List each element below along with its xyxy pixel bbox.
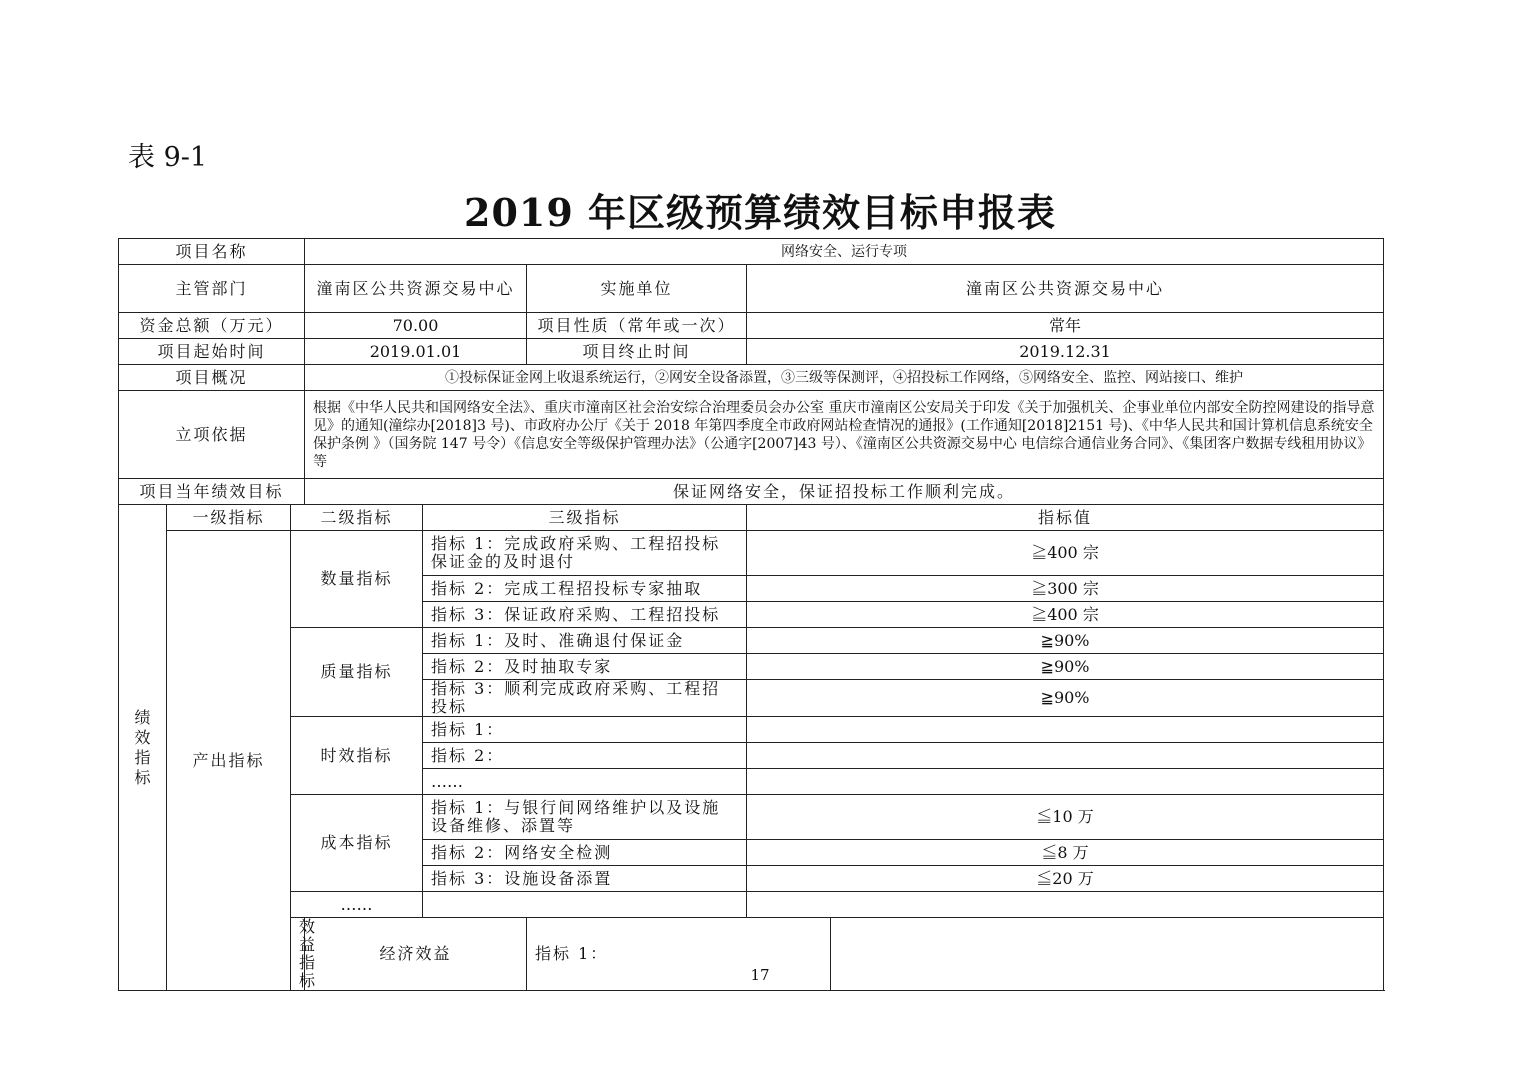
quality-indicator-1: 指标 1：及时、准确退付保证金 [423, 628, 747, 654]
quality-value-3: ≧90% [747, 680, 1384, 717]
fund-total-label: 资金总额（万元） [119, 313, 305, 339]
cost-indicator-3: 指标 3：设施设备添置 [423, 866, 747, 892]
project-nature-label: 项目性质（常年或一次） [527, 313, 747, 339]
more-indicators: …… [291, 892, 423, 918]
cost-indicator-label: 成本指标 [291, 795, 423, 892]
page-number: 17 [750, 966, 770, 984]
cost-value-2: ≦8 万 [747, 840, 1384, 866]
row-goal [119, 479, 1384, 505]
timeliness-value-2 [747, 743, 1384, 769]
header-level3: 三级指标 [423, 505, 747, 531]
quantity-value-1: ≧400 宗 [747, 531, 1384, 576]
implementing-unit-label: 实施单位 [527, 265, 747, 313]
row-fund [119, 313, 1384, 339]
more-indicator-empty [423, 892, 747, 918]
row-overview [119, 365, 1384, 391]
row-project-name [119, 239, 1384, 265]
fund-total-value: 70.00 [305, 313, 527, 339]
indicator-header-row [119, 505, 1384, 531]
benefit-indicator-label: 效益指标 [291, 918, 305, 991]
quality-value-1: ≧90% [747, 628, 1384, 654]
basis-label: 立项依据 [119, 391, 305, 479]
row-department [119, 265, 1384, 313]
cost-value-3: ≦20 万 [747, 866, 1384, 892]
header-value: 指标值 [747, 505, 1384, 531]
quality-indicator-2: 指标 2：及时抽取专家 [423, 654, 747, 680]
implementing-unit-value: 潼南区公共资源交易中心 [747, 265, 1384, 313]
table-number-label: 表 9-1 [128, 142, 208, 173]
more-value-empty [747, 892, 1384, 918]
end-time-value: 2019.12.31 [747, 339, 1384, 365]
output-indicator-label: 产出指标 [167, 531, 291, 991]
start-time-value: 2019.01.01 [305, 339, 527, 365]
end-time-label: 项目终止时间 [527, 339, 747, 365]
project-nature-value: 常年 [747, 313, 1384, 339]
project-name-value: 网络安全、运行专项 [305, 239, 1384, 265]
quality-value-2: ≧90% [747, 654, 1384, 680]
quality-indicator-3: 指标 3：顺利完成政府采购、工程招投标 [423, 680, 747, 717]
cost-indicator-1: 指标 1：与银行间网络维护以及设施设备维修、添置等 [423, 795, 747, 840]
cost-value-1: ≦10 万 [747, 795, 1384, 840]
performance-indicator-section-label: 绩 效 指 标 [119, 505, 167, 991]
header-level1: 一级指标 [167, 505, 291, 531]
timeliness-value-1 [747, 717, 1384, 743]
timeliness-value-3 [747, 769, 1384, 795]
table-row [119, 628, 1384, 654]
goal-label: 项目当年绩效目标 [119, 479, 305, 505]
row-basis [119, 391, 1384, 479]
economic-benefit-label: 经济效益 [305, 918, 527, 991]
timeliness-indicator-label: 时效指标 [291, 717, 423, 795]
project-name-label: 项目名称 [119, 239, 305, 265]
row-dates [119, 339, 1384, 365]
budget-performance-table [118, 238, 1384, 991]
start-time-label: 项目起始时间 [119, 339, 305, 365]
header-level2: 二级指标 [291, 505, 423, 531]
overview-value: ①投标保证金网上收退系统运行，②网安全设备添置，③三级等保测评，④招投标工作网络，⑤网络安全、监控、网站接口、维护 [305, 365, 1384, 391]
goal-value: 保证网络安全，保证招投标工作顺利完成。 [305, 479, 1384, 505]
page-title: 2019 年区级预算绩效目标申报表 [464, 190, 1056, 235]
basis-value: 根据《中华人民共和国网络安全法》、重庆市潼南区社会治安综合治理委员会办公室 重庆市潼南区公安局关于印发《关于加强机关、企事业单位内部安全防控网建设的指导意见》的通知(潼综办[2018]3 号)、市政府办公厅《关于 2018 年第四季度全市政府网站检查情况的通报》(工作通知[2018]2151 号)、《中华人民共和国计算机信息系统安全保护条例 》（国务院 147 号令）《信息安全等级保护管理办法》（公通字[2007]43 号）、《潼南区公共资源交易中心 电信综合通信业务合同》、《集团客户数据专线租用协议》等 [305, 391, 1384, 479]
timeliness-indicator-2: 指标 2： [423, 743, 747, 769]
quantity-indicator-3: 指标 3：保证政府采购、工程招投标 [423, 602, 747, 628]
quantity-value-3: ≧400 宗 [747, 602, 1384, 628]
table-row [119, 795, 1384, 840]
department-label: 主管部门 [119, 265, 305, 313]
department-value: 潼南区公共资源交易中心 [305, 265, 527, 313]
cost-indicator-2: 指标 2：网络安全检测 [423, 840, 747, 866]
timeliness-indicator-more: …… [423, 769, 747, 795]
quantity-indicator-2: 指标 2：完成工程招投标专家抽取 [423, 576, 747, 602]
quantity-value-2: ≧300 宗 [747, 576, 1384, 602]
table-row [119, 717, 1384, 743]
timeliness-indicator-1: 指标 1： [423, 717, 747, 743]
quantity-indicator-1: 指标 1：完成政府采购、工程招投标保证金的及时退付 [423, 531, 747, 576]
quantity-indicator-label: 数量指标 [291, 531, 423, 628]
quality-indicator-label: 质量指标 [291, 628, 423, 717]
overview-label: 项目概况 [119, 365, 305, 391]
economic-indicator-1: 指标 1： [527, 918, 831, 991]
table-row [119, 892, 1384, 918]
table-row [119, 531, 1384, 576]
